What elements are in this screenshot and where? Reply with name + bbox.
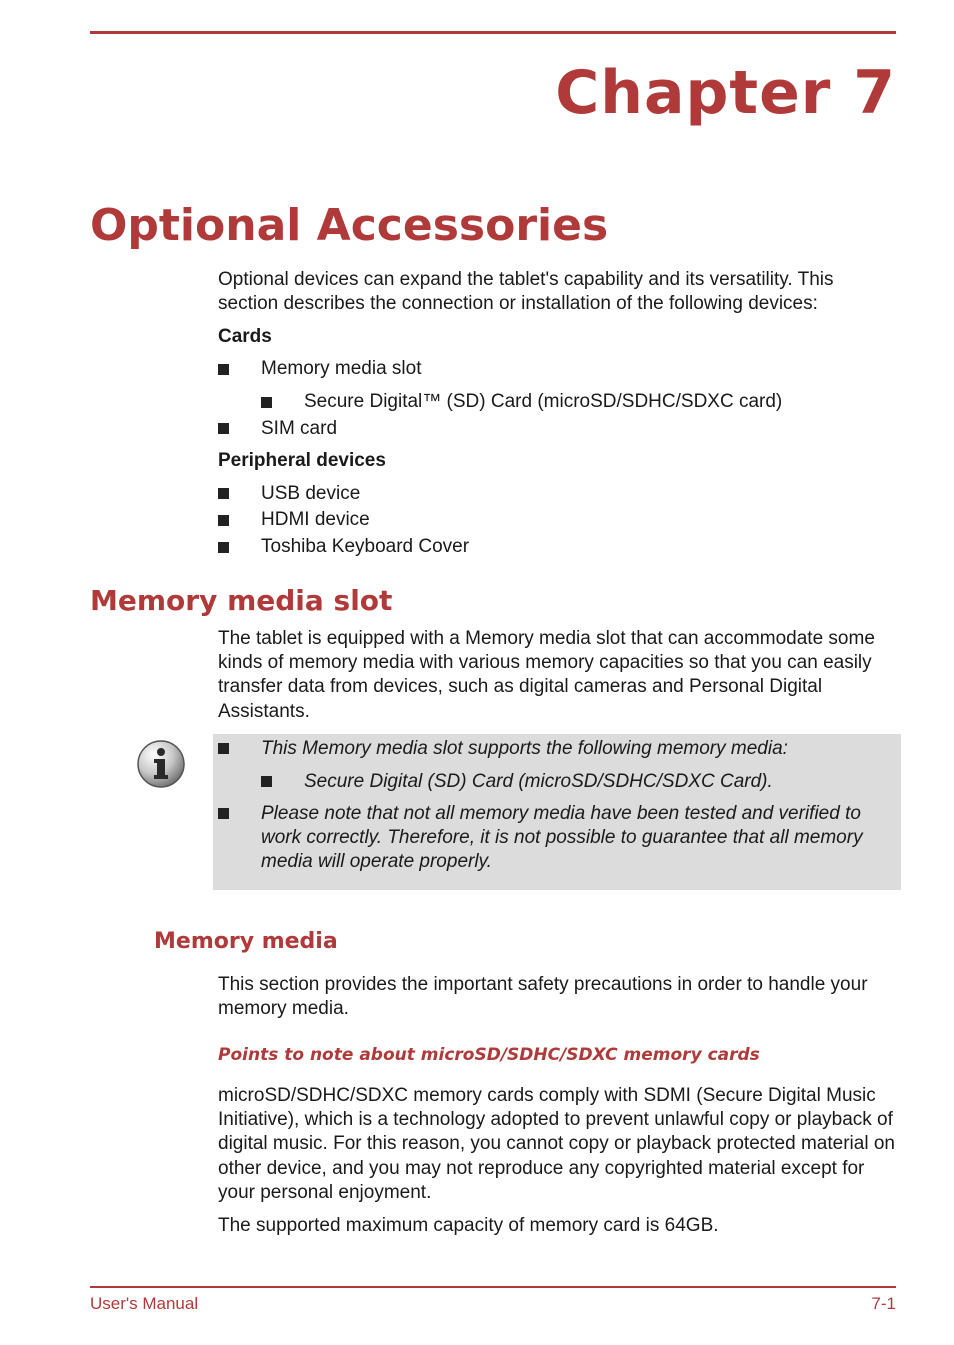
points-heading: Points to note about microSD/SDHC/SDXC memory cards xyxy=(218,1045,760,1065)
cards-label: Cards xyxy=(218,326,272,347)
list-item: Toshiba Keyboard Cover xyxy=(261,536,470,557)
bullet-icon xyxy=(218,364,229,375)
note-sub-line: Secure Digital (SD) Card (microSD/SDHC/SDXC Card). xyxy=(304,771,773,792)
bullet-icon xyxy=(218,542,229,553)
note-line: Please note that not all memory media have been tested and verified to work correctly. Therefore, it is not possible to guarantee that all memory media will operate properly. xyxy=(261,803,863,873)
info-icon xyxy=(136,739,186,789)
bullet-icon xyxy=(218,488,229,499)
memory-media-paragraph: This section provides the important safety precautions in order to handle your memory media. xyxy=(218,974,868,1020)
peripheral-label: Peripheral devices xyxy=(218,450,386,471)
note-line: This Memory media slot supports the following memory media: xyxy=(261,738,788,759)
list-item: USB device xyxy=(261,483,361,504)
bullet-icon xyxy=(218,808,229,819)
list-item: SIM card xyxy=(261,418,338,439)
page-title: Optional Accessories xyxy=(90,200,609,251)
chapter-number: Chapter 7 xyxy=(555,58,896,128)
list-item: HDMI device xyxy=(261,509,370,530)
bullet-icon xyxy=(218,423,229,434)
bullet-icon xyxy=(218,515,229,526)
bullet-icon xyxy=(261,776,272,787)
points-paragraph: microSD/SDHC/SDXC memory cards comply with SDMI (Secure Digital Music Initiative), which is a technology adopted to prevent unlawful copy or playback of digital music. For this reason, you cannot copy or playback protected material on other device, and you may not reproduce any copyrighted material except for your personal enjoyment. xyxy=(218,1085,895,1203)
list-item: Secure Digital™ (SD) Card (microSD/SDHC/SDXC card) xyxy=(304,391,783,412)
memory-slot-paragraph: The tablet is equipped with a Memory media slot that can accommodate some kinds of memory media with various memory capacities so that you can easily transfer data from devices, such as digital cameras and Personal Digital Assistants. xyxy=(218,628,875,722)
capacity-paragraph: The supported maximum capacity of memory card is 64GB. xyxy=(218,1215,719,1236)
header-rule xyxy=(90,31,896,34)
bullet-icon xyxy=(261,397,272,408)
subsection-heading: Memory media xyxy=(154,929,338,954)
bullet-icon xyxy=(218,743,229,754)
list-item: Memory media slot xyxy=(261,358,422,379)
footer-left: User's Manual xyxy=(90,1294,199,1313)
footer-rule xyxy=(90,1286,896,1288)
page-number: 7-1 xyxy=(871,1294,896,1313)
section-heading: Memory media slot xyxy=(90,584,393,617)
intro-paragraph: Optional devices can expand the tablet's capability and its versatility. This section describes the connection or installation of the following devices: xyxy=(218,269,834,315)
